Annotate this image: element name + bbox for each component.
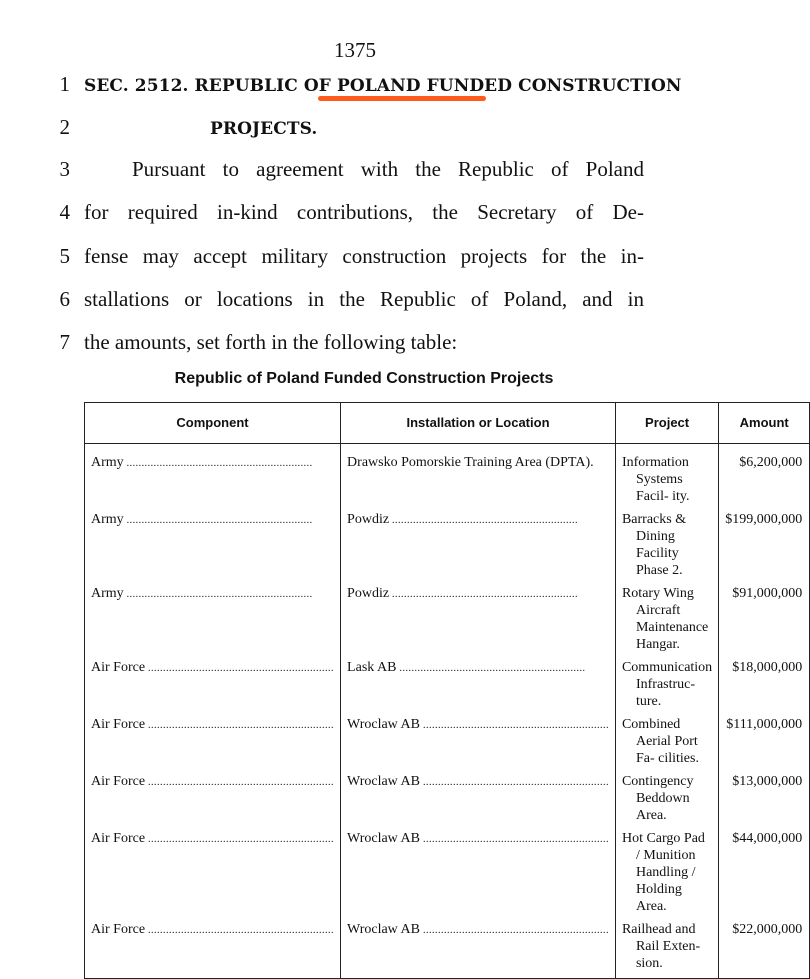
table-title: Republic of Poland Funded Construction Projects [174, 370, 554, 387]
text-line-5 [0, 244, 710, 274]
body-text: Pursuant to agreement with the Republic of Poland [132, 157, 644, 181]
amount-cell: $6,200,000 [739, 455, 803, 470]
project-cell: Barracks & Dining Facility Phase 2. [615, 511, 718, 585]
component-cell: Air Force ..... [85, 659, 341, 716]
location-cell: Wroclaw AB ..... [341, 830, 616, 921]
project-cell: Communication Infrastruc- ture. [615, 659, 718, 716]
amount-cell: $91,000,000 [732, 586, 803, 601]
component-cell: Air Force ..... [85, 921, 341, 979]
table-row [85, 444, 810, 512]
text-line-7 [0, 330, 710, 360]
amount-cell: $199,000,000 [725, 512, 803, 527]
page-number: 1375 [334, 38, 376, 62]
amount-cell: $22,000,000 [732, 922, 803, 937]
column-header-component: Component [85, 403, 341, 444]
section-heading: SEC. 2512. REPUBLIC OF POLAND FUNDED CONSTRUCTION [84, 76, 682, 96]
location-cell: Wroclaw AB ..... [341, 716, 616, 773]
column-header-location: Installation or Location [341, 403, 616, 444]
table-row [85, 585, 810, 659]
amount-cell: $18,000,000 [732, 660, 803, 675]
line-number: 5 [59, 244, 70, 268]
body-text: stallations or locations in the Republic of Poland, and in [84, 287, 644, 311]
body-text: for required in-kind contributions, the Secretary of De- [84, 200, 644, 224]
line-number: 2 [59, 115, 70, 139]
text-line-3 [0, 157, 710, 187]
amount-cell: $111,000,000 [726, 717, 803, 732]
section-heading-continued: PROJECTS. [210, 119, 318, 139]
component-cell: Army ..... [85, 585, 341, 659]
text-line-4 [0, 200, 710, 230]
project-cell: Hot Cargo Pad / Munition Handling / Holding Area. [615, 830, 718, 921]
location-cell: Wroclaw AB ..... [341, 773, 616, 830]
location-cell: Powdiz ..... [341, 511, 616, 585]
text-line-2 [0, 115, 710, 145]
amount-cell: $13,000,000 [732, 774, 803, 789]
location-cell: Drawsko Pomorskie Training Area (DPTA). [341, 444, 616, 512]
line-number: 6 [59, 287, 70, 311]
amount-cell: $44,000,000 [732, 831, 803, 846]
text-line-6 [0, 287, 710, 317]
table-row [85, 511, 810, 585]
line-number: 4 [59, 200, 70, 224]
location-cell: Wroclaw AB ..... [341, 921, 616, 979]
project-cell: Contingency Beddown Area. [615, 773, 718, 830]
body-text: the amounts, set forth in the following table: [84, 330, 458, 354]
body-text: fense may accept military construction projects for the in- [84, 244, 644, 268]
table-row [85, 716, 810, 773]
component-cell: Air Force ..... [85, 773, 341, 830]
component-cell: Air Force ..... [85, 830, 341, 921]
orange-underline-mark [318, 96, 486, 101]
location-cell: Powdiz ..... [341, 585, 616, 659]
component-cell: Air Force ..... [85, 716, 341, 773]
table-row [85, 659, 810, 716]
column-header-amount: Amount [719, 403, 810, 444]
project-cell: Information Systems Facil- ity. [615, 444, 718, 512]
table-header-row [85, 403, 810, 444]
projects-table [84, 402, 810, 979]
project-cell: Railhead and Rail Exten- sion. [615, 921, 718, 979]
table-row [85, 773, 810, 830]
table-row [85, 921, 810, 979]
line-number: 3 [59, 157, 70, 181]
component-cell: Army ..... [85, 511, 341, 585]
location-cell: Lask AB ..... [341, 659, 616, 716]
project-cell: Rotary Wing Aircraft Maintenance Hangar. [615, 585, 718, 659]
line-number: 1 [59, 72, 70, 96]
project-cell: Combined Aerial Port Fa- cilities. [615, 716, 718, 773]
line-number: 7 [59, 330, 70, 354]
component-cell: Army ..... [85, 444, 341, 512]
column-header-project: Project [615, 403, 718, 444]
table-row [85, 830, 810, 921]
